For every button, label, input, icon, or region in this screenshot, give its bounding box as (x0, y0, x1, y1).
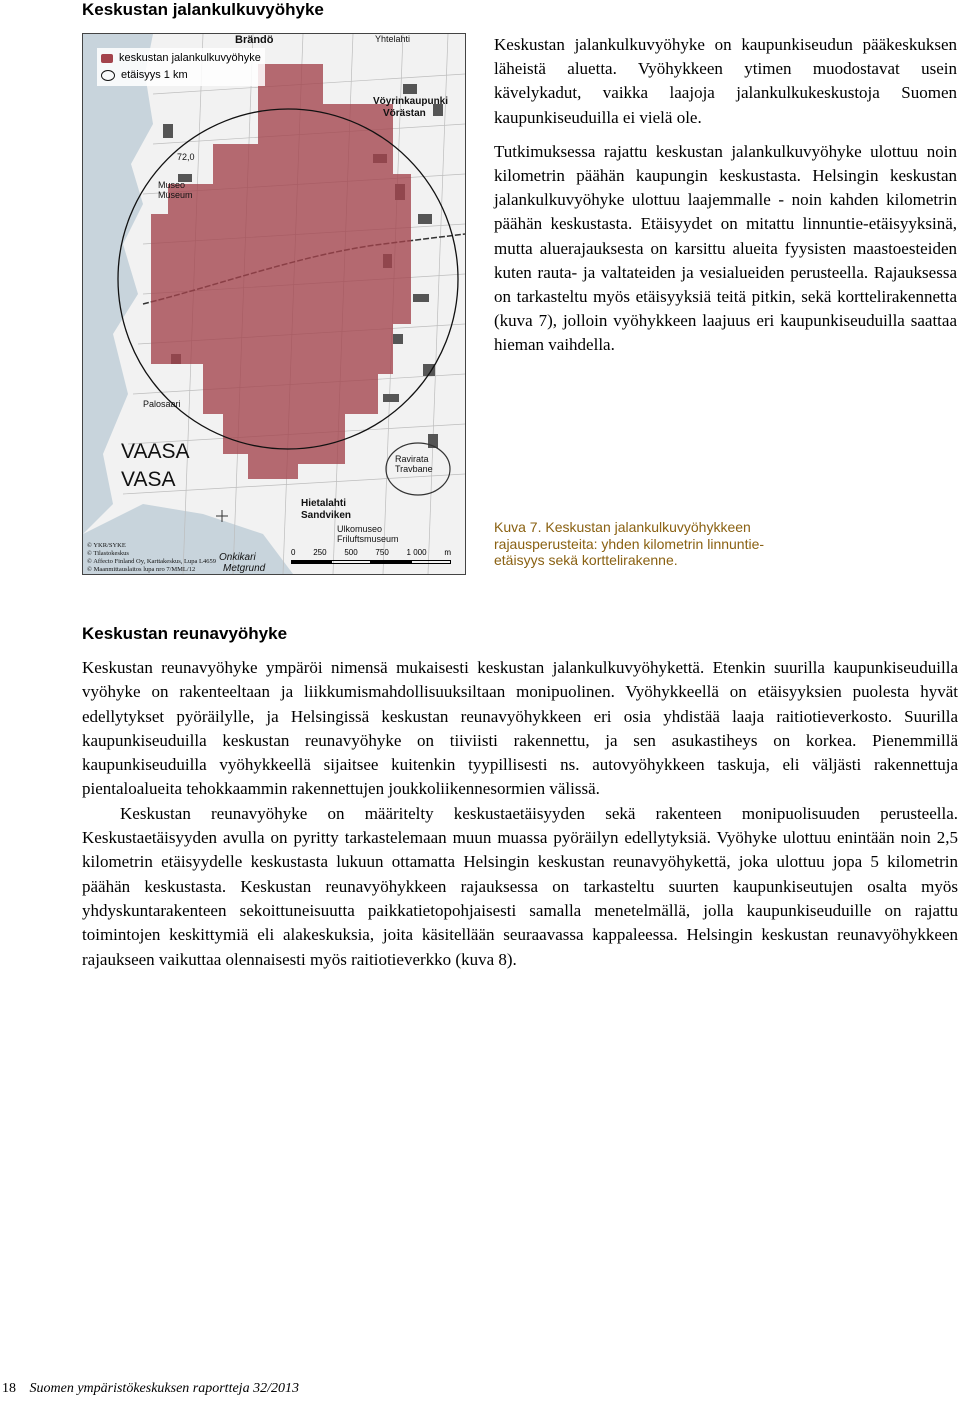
intro-paragraph-1: Keskustan jalankulkuvyöhyke on kaupunkiseudun pääkeskuksen läheistä aluetta. Vyöhykkeen ytimen muodostavat usein kävelykadut, vaikka laajoja jalankulkukeskustoja Suomen kaupunkiseuduilla ei vielä ole. (494, 35, 957, 127)
map-label-museum: Museum (158, 190, 193, 200)
map-label-brando: Brändö (235, 34, 274, 46)
scale-tick: 1 000 (406, 548, 427, 557)
intro-paragraph-2: Tutkimuksessa rajattu keskustan jalankulkuvyöhyke ulottuu noin kilometrin päähän kaupungin keskustasta. Helsingin keskustan jalankulkuvyöhyke ulottuu laajemmalle - noin kahden kilometrin päähän keskustasta. Etäisyydet on mitattu linnuntie-etäisyyksinä, mutta aluerajauksesta on karsittu alueita fyysisten maastoesteiden kuten rauta- ja valtateiden ja vesialueiden perusteella. Rajauksessa on tarkasteltu myös etäisyyksiä teitä pitkin, sekä korttelirakennetta (kuva 7), jolloin vyöhykkeen laajuus eri kaupunkiseuduilla saattaa hieman vaihdella. (494, 141, 957, 355)
map-label-metgrund: Metgrund (223, 563, 266, 574)
scale-tick: 750 (375, 548, 389, 557)
map-label-sandviken: Sandviken (301, 510, 352, 521)
city-name (121, 438, 189, 494)
page-footer (2, 1381, 299, 1397)
edge-zone-paragraph-2: Keskustan reunavyöhyke on määritelty keskustaetäisyyden sekä rakenteen monipuolisuuden perusteella. Keskustaetäisyyden avulla on pyritty tarkastelemaan muun muassa pyöräilyn edellytyksiä. Vyöhyke ulottuu enintään noin 2,5 kilometrin etäisyydelle keskustasta lukuun ottamatta Helsingin keskustan reunavyöhykettä, joka ulottuu jopa 5 kilometrin päähän keskustasta. Keskustan reunavyöhykkeen rajauksessa on tarkasteltu suurten kaupunkiseutujen osalta myös yhdyskuntarakenteen sekoittuneisuutta paikkatietopohjaisesti samalla menetelmällä, jolla kaupunkiseuduille on rajattu toimintojen keskittymiä eli alakeskuksia, joita käsitellään seuraavassa kappaleessa. Helsingin keskustan reunavyöhykkeen rajaukseen vaikuttaa olennaisesti myös raitiotieverkko (kuva 8). (82, 803, 958, 969)
scale-tick: 500 (344, 548, 358, 557)
page-number: 18 (2, 1381, 16, 1396)
edge-zone-paragraph-1: Keskustan reunavyöhyke ympäröi nimensä mukaisesti keskustan jalankulkuvyöhykettä. Etenkin suurilla kaupunkiseuduilla vyöhyke on rakenteeltaan ja liikkumismahdollisuuksiltaan monipuolinen. Vyöhykkeellä on etäisyyksien puolesta hyvät edellytykset pyöräilylle, ja Helsingissä keskustan reunavyöhykkeen eri osia yhdistää laaja raitiotieverkosto. Suurilla kaupunkiseuduilla keskustan reunavyöhyke on tiiviisti rakennettu, ja sen asukastiheys on korkea. Pienemmillä kaupunkiseuduilla vyöhykkeellä sijaitsee kuitenkin tyypillisesti ns. autovyöhykkeen taskuja, eli väljästi rakennettuja pientaloalueita tehokkaammin rakennettujen joukkoliikennesormien välissä. (82, 658, 958, 799)
section-heading-pedestrian-zone: Keskustan jalankulkuvyöhyke (82, 0, 324, 19)
scale-tick: 250 (313, 548, 327, 557)
map-legend (97, 48, 265, 86)
edge-zone-text (82, 656, 958, 972)
map-label-vorastan-sv: Vörästan (383, 108, 426, 119)
scale-bar (291, 548, 451, 564)
figure-caption: Kuva 7. Keskustan jalankulkuvyöhykkeen rajausperusteita: yhden kilometrin linnuntie-etäisyys sekä korttelirakenne. (494, 519, 765, 568)
city-name-sv: VASA (121, 468, 176, 491)
map-label-hietalahti: Hietalahti (301, 498, 347, 509)
series-title: Suomen ympäristökeskuksen raportteja 32/2013 (29, 1381, 299, 1396)
city-name-fi: VAASA (121, 440, 190, 463)
map-label-ulkomuseo: Ulkomuseo (337, 524, 383, 534)
map-label-museo: Museo (158, 180, 186, 190)
map-label-vorastan: Vöyrinkaupunki (373, 96, 449, 107)
pedestrian-zone (151, 64, 411, 479)
intro-text (494, 33, 957, 368)
scale-line (291, 560, 451, 564)
ring-swatch (101, 70, 115, 81)
legend-zone-label: keskustan jalankulkuvyöhyke (119, 52, 261, 64)
copyright-line: © Tilastokeskus (87, 550, 129, 557)
map-label-onkikari: Onkikari (219, 552, 256, 563)
scale-ticks (291, 548, 451, 557)
map-copyright (87, 542, 216, 574)
scale-unit: m (444, 548, 451, 557)
legend-row-ring (101, 67, 261, 84)
legend-ring-label: etäisyys 1 km (121, 69, 188, 81)
copyright-line: © Maanmittauslaitos lupa nro 7/MML/12 (87, 566, 196, 573)
map-label-friluftsmuseum: Friluftsmuseum (337, 534, 399, 544)
zone-swatch (101, 54, 113, 63)
copyright-line: © YKR/SYKE (87, 542, 126, 549)
map-figure (82, 33, 466, 575)
legend-row-zone (101, 50, 261, 67)
copyright-line: © Affecto Finland Oy, Karttakeskus, Lupa L4659 (87, 558, 216, 565)
map-label-ylarinne: Yhtelahti (375, 34, 411, 44)
scale-tick: 0 (291, 548, 296, 557)
map-label-ravirata: Ravirata (395, 454, 429, 464)
section-heading-edge-zone: Keskustan reunavyöhyke (82, 624, 288, 643)
map-label-palosaari: Palosaari (143, 399, 181, 409)
map-label-travbane: Travbane (395, 464, 433, 474)
map-label-elevation: 72,0 (177, 152, 195, 162)
